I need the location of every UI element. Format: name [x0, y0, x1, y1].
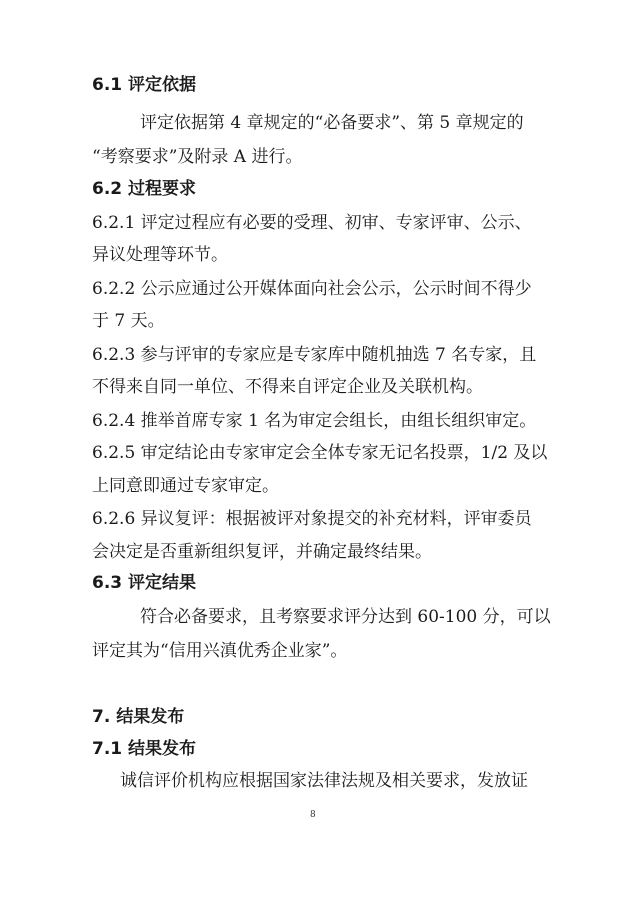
- clause-6-2-6-line-1: 6.2.6 异议复评：根据被评对象提交的补充材料，评审委员: [92, 509, 532, 529]
- heading-6-2: 6.2 过程要求: [92, 179, 197, 199]
- paragraph-6-3-line-2: 评定其为“信用兴滇优秀企业家”。: [92, 641, 348, 661]
- clause-6-2-1-line-2: 异议处理等环节。: [92, 245, 228, 265]
- clause-6-2-3-line-1: 6.2.3 参与评审的专家应是专家库中随机抽选 7 名专家，且: [92, 345, 537, 365]
- clause-6-2-1-line-1: 6.2.1 评定过程应有必要的受理、初审、专家评审、公示、: [92, 213, 532, 233]
- clause-6-2-5-line-1: 6.2.5 审定结论由专家审定会全体专家无记名投票，1/2 及以: [92, 443, 548, 463]
- clause-6-2-5-line-2: 上同意即通过专家审定。: [92, 476, 279, 496]
- heading-7: 7. 结果发布: [92, 707, 185, 727]
- clause-6-2-2-line-1: 6.2.2 公示应通过公开媒体面向社会公示，公示时间不得少: [92, 279, 532, 299]
- clause-6-2-4: 6.2.4 推举首席专家 1 名为审定会组长，由组长组织审定。: [92, 411, 537, 431]
- heading-7-1: 7.1 结果发布: [92, 739, 197, 759]
- page-number: 8: [310, 810, 316, 820]
- paragraph-6-1-line-2: “考察要求”及附录 A 进行。: [92, 147, 303, 167]
- clause-6-2-3-line-2: 不得来自同一单位、不得来自评定企业及关联机构。: [92, 377, 483, 397]
- paragraph-6-1-line-1: 评定依据第 4 章规定的“必备要求”、第 5 章规定的: [140, 113, 524, 133]
- paragraph-6-3-line-1: 符合必备要求，且考察要求评分达到 60-100 分，可以: [140, 607, 551, 627]
- paragraph-7-1-line-1: 诚信评价机构应根据国家法律法规及相关要求，发放证: [120, 771, 528, 791]
- heading-6-1: 6.1 评定依据: [92, 75, 197, 95]
- clause-6-2-6-line-2: 会决定是否重新组织复评，并确定最终结果。: [92, 542, 432, 562]
- clause-6-2-2-line-2: 于 7 天。: [92, 311, 165, 331]
- heading-6-3: 6.3 评定结果: [92, 573, 197, 593]
